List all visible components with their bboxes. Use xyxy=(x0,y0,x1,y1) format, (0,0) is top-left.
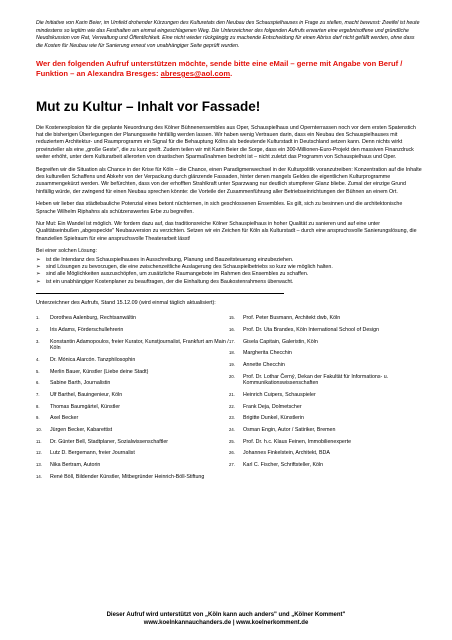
paragraph: Nur Mut: Ein Wandel ist möglich. Wir fordern dazu auf, das traditionsreiche Kölner Schauspielhaus in hoher Qualität zu sanieren und auf eine unter Qualitätseinbußen „abgespeckte" Neubauversion zu verzichten. Setzen wir ein Zeichen für Köln als Kulturstadt – durch eine anspruchsvolle Sanierungslösung, die finanziellen Spielraum für eine anspruchsvolle Theaterarbeit lässt! xyxy=(36,221,417,242)
signer-number: 11. xyxy=(36,438,42,444)
signer-name: Prof. Dr. Uta Brandes, Köln International School of Design xyxy=(243,326,380,333)
footer xyxy=(0,611,452,627)
signer-item xyxy=(36,462,229,469)
signer-item xyxy=(229,415,422,422)
signer-number: 23. xyxy=(229,415,235,421)
call-end: . xyxy=(230,68,233,78)
paragraph: Begreifen wir die Situation als Chance in der Krise für Köln – die Chance, einen Paradigmenwechsel in der Kulturpolitik voranzutreiben: Konzentration auf die Inhalte des kulturellen Schaffens und Abkehr von der Verpackung durch glänzende Fassaden, hinter denen mangels Geldes die eigentlichen Kulturprogramme zusammengekürzt werden. Wir befürchten, dass von der erhofften Strahlkraft unter Sparzwang nur deutlich stumpferer Glanz bliebe. Zumal der einzige Grund hinfällig würde, der zwingend für einen Neubau sprechen könnte: die Vorteile der Zusammenführung aller Betriebseinrichtungen der Bühnen an einem Ort. xyxy=(36,166,422,195)
signer-name: René Böll, Bildender Künstler, Mitbegründer Heinrich-Böll-Stiftung xyxy=(50,473,205,480)
document-page xyxy=(36,20,422,486)
signer-item xyxy=(229,462,422,469)
signer-item xyxy=(36,415,229,422)
arrow-bullet-icon: ➢ xyxy=(36,271,41,278)
footer-line: Dieser Aufruf wird unterstützt von „Köln kann auch anders" und „Kölner Komment" xyxy=(106,612,346,618)
signer-number: 4. xyxy=(36,356,40,362)
signer-item xyxy=(229,439,422,446)
divider xyxy=(36,293,284,294)
signer-number: 21. xyxy=(229,392,235,397)
intro-paragraph: Die Initiative von Karin Beier, im Umfeld drohender Kürzungen des Kulturetats den Neubau des Schauspielhauses in Frage zu stellen, macht bewusst: Zweifel ist heute mindestens so legitim wie das Festhalten am einmal eingeschlagenen Weg. Die Unterzeichner des folgenden Aufrufs erwarten eine ergebnisoffene und gründliche Neudiskussion von Rat, Verwaltung und Öffentlichkeit. Eine nicht wieder rückgängig zu machende Entscheidung für einen Abriss darf nicht gefällt werden, ohne dass die Kosten für Neubau wie für Sanierung erneut von unabhängiger Seite geprüft wurden. xyxy=(36,20,420,49)
signer-number: 3. xyxy=(36,338,40,344)
signer-name: Axel Becker xyxy=(50,415,79,422)
signer-number: 19. xyxy=(229,362,235,368)
signers-right-column xyxy=(229,315,422,485)
signer-name: Gisela Capitain, Galeristin, Köln xyxy=(243,338,318,345)
signer-item xyxy=(36,427,229,434)
signer-number: 6. xyxy=(36,380,40,386)
signer-item xyxy=(229,350,422,357)
page-title: Mut zu Kultur – Inhalt vor Fassade! xyxy=(36,98,261,114)
signer-item xyxy=(36,339,229,352)
arrow-bullet-icon: ➢ xyxy=(36,256,41,263)
signer-item xyxy=(36,369,229,376)
signer-name: Thomas Baumgärtel, Künstler xyxy=(50,403,121,410)
signer-name: Brigitte Dunkel, Künstlerin xyxy=(243,415,304,422)
signer-item xyxy=(36,404,229,411)
signer-number: 14. xyxy=(36,473,42,479)
call-to-action xyxy=(36,59,422,78)
signer-item xyxy=(229,404,422,411)
list-item: ➢ sind alle Möglichkeiten auszuschöpfen, um zusätzliche Raumangebote im Rahmen des Ensembles zu schaffen. xyxy=(36,271,309,278)
signer-name: Dr. Günter Bell, Stadtplaner, Sozialwissenschaftler xyxy=(50,438,169,445)
paragraph: Bei einer solchen Lösung: xyxy=(36,248,97,255)
signer-number: 15. xyxy=(229,315,235,321)
signer-name: Prof. Peter Busmann, Architekt dwb, Köln xyxy=(243,315,341,322)
signer-name: Johannes Finkelstein, Architekt, BDA xyxy=(243,450,330,457)
signer-name: Annette Checchin xyxy=(243,362,285,369)
signer-number: 24. xyxy=(229,427,235,433)
signer-number: 26. xyxy=(229,450,235,456)
signer-number: 18. xyxy=(229,350,235,356)
signer-name: Sabine Barth, Journalistin xyxy=(50,380,111,387)
signer-name: Iris Adams, Förderschullehrerin xyxy=(50,326,124,333)
signer-name: Heinrich Cuipers, Schauspieler xyxy=(243,392,316,398)
signers-columns xyxy=(36,315,422,485)
signer-number: 22. xyxy=(229,403,235,409)
signer-name: Prof. Dr. h.c. Klaus Feinen, Immobilienexperte xyxy=(243,438,352,445)
arrow-bullet-icon: ➢ xyxy=(36,278,41,285)
signer-item xyxy=(36,392,229,399)
signer-number: 1. xyxy=(36,315,40,321)
signer-number: 20. xyxy=(229,373,235,379)
signer-name: Margherita Checchin xyxy=(243,350,292,357)
signer-name: Ulf Barthel, Bauingenieur, Köln xyxy=(50,392,123,398)
signer-number: 8. xyxy=(36,403,40,409)
signer-name: Nika Bertram, Autorin xyxy=(50,462,101,469)
paragraph: Die Kostenexplosion für die geplante Neuordnung des Kölner Bühnenensembles aus Oper, Schauspielhaus und Opernterrassen noch vor dem ersten Spatenstich hat die bisherigen Überlegungen der Planungsseite hinfällig werden lassen. Wir haben wenig Vertrauen darin, dass ein Neubau des Schauspielhauses mit reduziertem Architektur- und Raumprogramm ein Signal für die Behauptung Kölns als bedeutende Kulturstadt in Deutschland setzen kann. Denn nichts wirkt provinzieller als eine „große Geste", die zu kurz greift. Zudem teilen wir mit Karin Beier die Sorge, dass ein 300-Millionen-Euro-Projekt den massiven Finanzdruck weiter erhöht, unter dem Kulturarbeit allerorten von drastischen Sparmaßnahmen bedroht ist – nicht zuletzt das Programm von Schauspielhaus und Oper. xyxy=(36,124,416,161)
signer-item xyxy=(36,450,229,457)
signer-number: 10. xyxy=(36,427,42,433)
signer-number: 12. xyxy=(36,450,42,456)
signer-item xyxy=(229,315,422,322)
signer-item xyxy=(36,315,229,322)
signer-name: Lutz D. Bergemann, freier Journalist xyxy=(50,450,135,457)
signer-number: 27. xyxy=(229,462,235,468)
signer-number: 17. xyxy=(229,338,235,344)
signer-item xyxy=(229,427,422,434)
footer-links[interactable]: www.koelnkannauchanders.de | www.koelnerkomment.de xyxy=(143,620,309,626)
signer-item xyxy=(229,327,422,334)
signer-item xyxy=(36,439,229,446)
signer-number: 7. xyxy=(36,392,40,397)
demands-list xyxy=(36,257,422,287)
signer-name: Dr. Mónica Alarcón. Tanzphilosophin xyxy=(50,356,136,363)
signer-name: Prof. Dr. Lothar Černý, Dekan der Fakultät für Informations- u. Kommunikationswissenschaften xyxy=(243,373,389,387)
signer-item xyxy=(36,357,229,364)
signer-item xyxy=(229,450,422,457)
signer-item xyxy=(229,362,422,369)
signer-name: Merlin Bauer, Künstler (Liebe deine Stadt) xyxy=(50,368,149,375)
list-item: ➢ ist die Intendanz des Schauspielhauses in Ausschreibung, Planung und Bauzeitsteuerung einzubeziehen. xyxy=(36,256,294,263)
signer-name: Karl C. Fischer, Schriftsteller, Köln xyxy=(243,462,324,469)
signer-number: 5. xyxy=(36,368,40,374)
signer-item xyxy=(229,392,422,399)
signer-name: Frank Deja, Dolmetscher xyxy=(243,403,302,410)
signers-left-column xyxy=(36,315,229,485)
list-item: ➢ ist ein unabhängiger Kostenplaner zu beauftragen, der die Einhaltung des Baukostenrahmens überwacht. xyxy=(36,278,294,285)
signer-number: 25. xyxy=(229,438,235,444)
signer-number: 2. xyxy=(36,326,40,332)
call-text: Wer den folgenden Aufruf unterstützen möchte, sende bitte eine eMail – gerne mit Angabe von Beruf / Funktion – an Alexandra Bresges: xyxy=(36,59,403,78)
signer-item xyxy=(36,327,229,334)
signer-item xyxy=(229,339,422,346)
paragraph: Heben wir lieber das städtebauliche Potenzial eines betont nüchternen, in sich geschlossenen Ensembles. Es gilt, sich zu besinnen und die architektonische Sprache Wilhelm Riphahns als schützenswertes Erbe zu begreifen. xyxy=(36,201,403,215)
signer-number: 16. xyxy=(229,326,235,332)
signer-name: Jürgen Becker, Kabarettist xyxy=(50,427,113,434)
signer-item xyxy=(229,374,422,387)
signer-number: 13. xyxy=(36,462,42,468)
signer-number: 9. xyxy=(36,415,40,421)
arrow-bullet-icon: ➢ xyxy=(36,264,41,271)
email-link[interactable]: abresges@aol.com xyxy=(160,68,231,78)
signer-item xyxy=(36,380,229,387)
list-item: ➢ sind Lösungen zu bevorzugen, die eine zwischenzeitliche Auslagerung des Schauspielbetriebs so kurz wie möglich halten. xyxy=(36,264,333,271)
signer-name: Dorothea Aalenburg, Rechtsanwältin xyxy=(50,315,136,322)
signer-item xyxy=(36,474,229,481)
signer-name: Konstantin Adamopoulos, freier Kurator, Kunstjournalist, Frankfurt am Main / Köln xyxy=(50,338,229,352)
signer-name: Osman Engin, Autor / Satiriker, Bremen xyxy=(243,427,336,434)
signers-heading: Unterzeichner des Aufrufs, Stand 15.12.09 (wird einmal täglich aktualisiert): xyxy=(36,300,216,307)
